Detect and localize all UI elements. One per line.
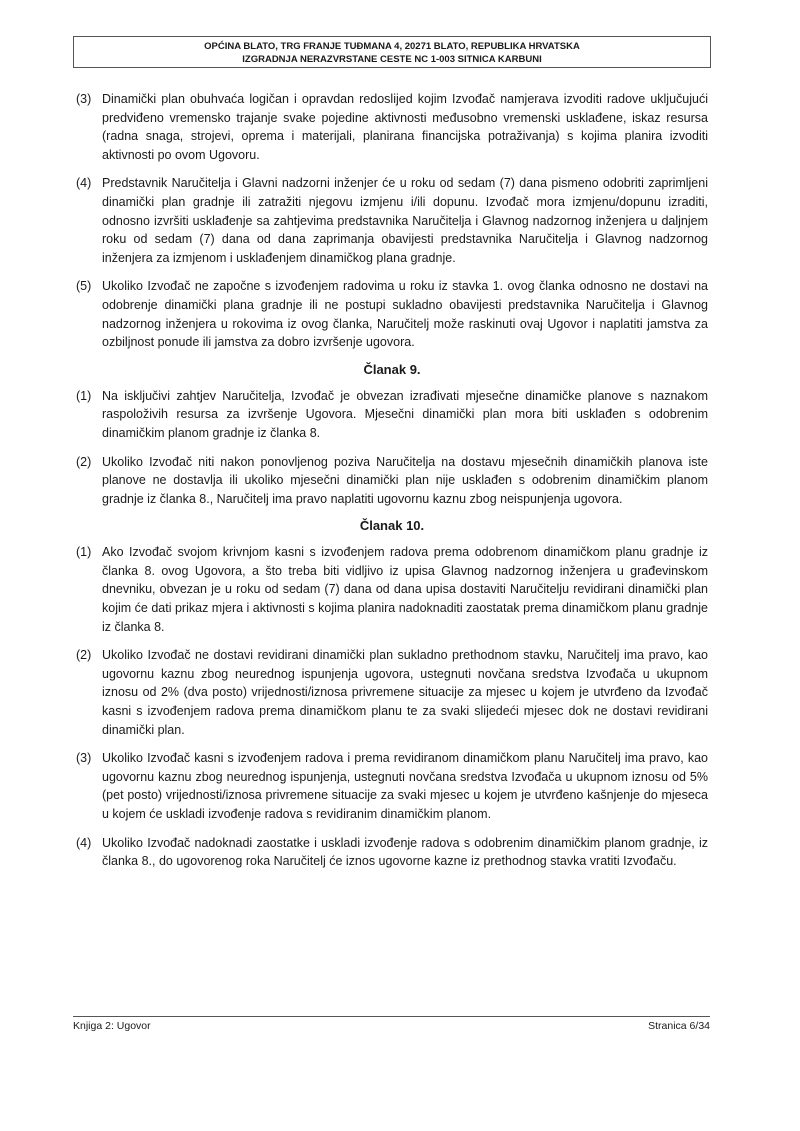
paragraph-text: Ukoliko Izvođač ne dostavi revidirani dinamički plan sukladno prethodnom stavku, Naručitelj ima pravo, kao ugovornu kaznu zbog neurednog ispunjenja ugovora, ustegnuti novčana sredstva Izvođača u ukupnom iznosu od 2% (dva posto) vrijednosti/iznosa privremene situacije za mjesec u kojem je utvrđeno da Izvođač kasni s izvođenjem radova prema dinamičkom planu te za svaki slijedeći mjesec dok ne dostavi revidirani dinamički plan. (102, 648, 708, 737)
paragraph (76, 646, 708, 739)
paragraph-number: (1) (76, 388, 92, 403)
paragraph (76, 277, 708, 351)
document-header (73, 36, 711, 68)
paragraph-number: (3) (76, 751, 92, 766)
paragraph (76, 543, 708, 636)
footer-divider (73, 1016, 710, 1017)
paragraph (76, 90, 708, 164)
paragraph-text: Predstavnik Naručitelja i Glavni nadzorni inženjer će u roku od sedam (7) dana pismeno odobriti zaprimljeni dinamički plan gradnje ili zatražiti njegovu izmjenu i/ili dopunu. Izvođač mora izmjenu/dopunu izraditi, odnosno izvršiti usklađenje sa zahtjevima predstavnika Naručitelja i Glavnog nadzornog inženjera u daljnjem roku od sedam (7) dana od dana zaprimanja obavijesti predstavnika Naručitelja i Glavnog nadzornog inženjera za izmjenom i usklađenjem dinamičkog plana gradnje. (102, 176, 708, 265)
paragraph-number: (1) (76, 545, 92, 560)
article-heading: Članak 9. (363, 361, 421, 377)
paragraph (76, 174, 708, 267)
footer-book-label: Knjiga 2: Ugovor (73, 1020, 151, 1032)
paragraph (76, 834, 708, 871)
footer-page-number: Stranica 6/34 (648, 1020, 710, 1032)
paragraph (76, 387, 708, 443)
paragraph (76, 453, 708, 509)
paragraph-text: Ukoliko Izvođač kasni s izvođenjem radova i prema revidiranom dinamičkom planu Naručitelj ima pravo, kao ugovornu kaznu zbog neurednog ispunjenja, ustegnuti novčana sredstva Izvođača u ukupnom iznosu od 5% (pet posto) vrijednosti/iznosa privremene situacije za svaki mjesec u kojem je utvrđeno kašnjenje do mjeseca u kojem će uskladi izvođenje radova s revidiranim dinamičkim planom. (102, 751, 708, 821)
paragraph-text: Ukoliko Izvođač niti nakon ponovljenog poziva Naručitelja na dostavu mjesečnih dinamičkih planova iste planove ne dostavlja ili ukoliko mjesečni dinamički plan nije usklađen s odobrenim dinamičkim planom gradnje iz članka 8., Naručitelj ima pravo naplatiti ugovornu kaznu zbog neispunjenja ugovora. (102, 454, 708, 506)
paragraph-text: Na isključivi zahtjev Naručitelja, Izvođač je obvezan izrađivati mjesečne dinamičke planove s naznakom raspoloživih resursa za izvršenje Ugovora. Mjesečni dinamički plan mora biti usklađen s odobrenim dinamičkim planom gradnje iz članka 8. (102, 388, 708, 440)
paragraph-number: (2) (76, 648, 92, 663)
paragraph-number: (4) (76, 176, 92, 191)
article-heading: Članak 10. (359, 518, 425, 534)
paragraph-number: (5) (76, 279, 92, 294)
header-line-2: IZGRADNJA NERAZVRSTANE CESTE NC 1-003 SITNICA KARBUNI (242, 54, 542, 65)
paragraph-text: Dinamički plan obuhvaća logičan i opravdan redoslijed kojim Izvođač namjerava izvoditi radove uključujući predviđeno vremensko trajanje svake pojedine aktivnosti međusobno vremenski usklađene, iskaz resursa (radna snaga, strojevi, oprema i materijali, planirana financijska potraživanja) s kojima planira izvoditi aktivnosti po ovom Ugovoru. (102, 92, 708, 162)
paragraph-number: (3) (76, 92, 92, 106)
paragraph-text: Ukoliko Izvođač ne započne s izvođenjem radovima u roku iz stavka 1. ovog članka odnosno ne dostavi na odobrenje dinamički plana gradnje ili ne postupi sukladno obavijesti predstavnika Naručitelja i Glavnog nadzornog inženjera u rokovima iz ovog članka, Naručitelj može raskinuti ovaj Ugovor i naplatiti jamstva za ozbiljnost ponude ili jamstva za dobro izvršenje ugovora. (102, 279, 708, 350)
document-body (76, 90, 708, 881)
paragraph (76, 749, 708, 823)
header-line-1: OPĆINA BLATO, TRG FRANJE TUĐMANA 4, 20271 BLATO, REPUBLIKA HRVATSKA (204, 41, 580, 52)
paragraph-text: Ako Izvođač svojom krivnjom kasni s izvođenjem radova prema odobrenom dinamičkom planu gradnje iz članka 8. ovog Ugovora, a što treba biti vidljivo iz upisa Glavnog nadzornog inženjera u građevinskom dnevniku, obvezan je u roku od sedam (7) dana od dana upisa dostaviti Naručitelju revidirani dinamički plan kojim će dati prikaz mjera i aktivnosti s kojima planira nadoknaditi zaostatak prema dinamičkom planu gradnje iz članka 8. (102, 545, 708, 634)
paragraph-number: (4) (76, 835, 92, 850)
paragraph-text: Ukoliko Izvođač nadoknadi zaostatke i uskladi izvođenje radova s odobrenim dinamičkim planom gradnje, iz članka 8., do ugovorenog roka Naručitelj će iznos ugovorne kazne iz prethodnog stavka vratiti Izvođaču. (102, 835, 708, 869)
paragraph-number: (2) (76, 454, 92, 469)
